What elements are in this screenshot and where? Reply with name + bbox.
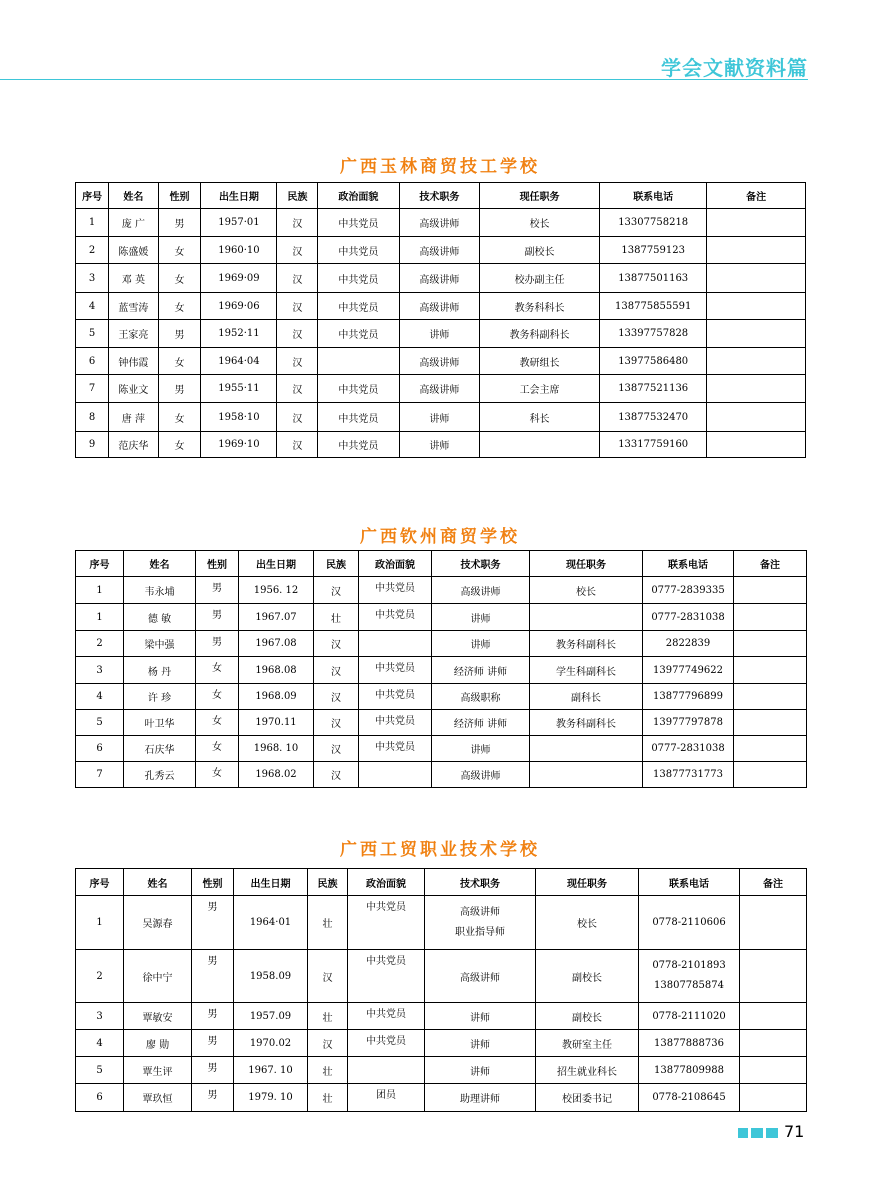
table-cell: 2822839 xyxy=(643,631,734,657)
table-cell: 教研室主任 xyxy=(536,1030,639,1057)
table-cell: 唐 萍 xyxy=(109,403,158,432)
table-cell xyxy=(707,432,806,458)
column-header: 联系电话 xyxy=(639,869,740,896)
table-cell: 6 xyxy=(76,348,109,375)
table-cell: 壮 xyxy=(314,604,359,631)
table-row xyxy=(76,896,807,950)
table-cell: 13307758218 xyxy=(600,209,707,237)
table-cell: 庞 广 xyxy=(109,209,158,237)
table-cell: 1952·11 xyxy=(201,320,277,348)
table-cell: 男 xyxy=(192,1003,234,1030)
table-cell: 13877888736 xyxy=(639,1030,740,1057)
table-cell: 3 xyxy=(76,657,124,684)
table-row xyxy=(76,684,807,710)
table-cell xyxy=(740,896,807,950)
table-cell: 男 xyxy=(158,320,201,348)
table-cell: 1955·11 xyxy=(201,375,277,403)
table-cell: 副校长 xyxy=(480,237,600,264)
table-cell: 壮 xyxy=(308,1057,348,1084)
table-cell-line: 0778-2101893 xyxy=(652,960,726,971)
table-cell: 石庆华 xyxy=(124,736,196,762)
table-cell: 中共党员 xyxy=(318,264,399,293)
table-cell: 高级讲师 xyxy=(432,577,530,604)
table-cell: 女 xyxy=(158,348,201,375)
column-header: 技术职务 xyxy=(425,869,536,896)
table-cell: 6 xyxy=(76,736,124,762)
table-cell: 138775855591 xyxy=(600,293,707,320)
table-cell: 13877532470 xyxy=(600,403,707,432)
table-cell: 7 xyxy=(76,375,109,403)
table-cell: 4 xyxy=(76,1030,124,1057)
table-cell: 副科长 xyxy=(530,684,643,710)
table-cell: 1967. 10 xyxy=(234,1057,308,1084)
table-cell-line: 高级讲师 xyxy=(460,906,500,918)
table-cell: 4 xyxy=(76,293,109,320)
table-cell: 高级讲师 xyxy=(399,237,479,264)
column-header: 民族 xyxy=(308,869,348,896)
table-cell: 讲师 xyxy=(399,432,479,458)
table-cell xyxy=(734,631,807,657)
table-cell xyxy=(707,403,806,432)
table-row xyxy=(76,1084,807,1112)
table-cell: 男 xyxy=(192,1057,234,1084)
table-cell: 7 xyxy=(76,762,124,788)
table-row xyxy=(76,577,807,604)
table-row xyxy=(76,375,806,403)
table-cell-line: 13807785874 xyxy=(654,980,724,991)
table-cell: 中共党员 xyxy=(318,432,399,458)
table-cell: 1967.07 xyxy=(239,604,314,631)
column-header: 现任职务 xyxy=(480,183,600,209)
header-title: 学会文献资料篇 xyxy=(661,56,808,80)
table-cell: 壮 xyxy=(308,1084,348,1112)
table-row xyxy=(76,710,807,736)
table-cell: 壮 xyxy=(308,1003,348,1030)
table-cell: 1968.02 xyxy=(239,762,314,788)
table-cell: 1960·10 xyxy=(201,237,277,264)
table-cell xyxy=(530,762,643,788)
table-cell xyxy=(734,577,807,604)
column-header: 出生日期 xyxy=(234,869,308,896)
table-cell: 1969·06 xyxy=(201,293,277,320)
table-cell: 校长 xyxy=(480,209,600,237)
table-cell xyxy=(734,736,807,762)
table-cell: 招生就业科长 xyxy=(536,1057,639,1084)
table-qinzhou xyxy=(75,550,807,788)
table-cell: 1970.11 xyxy=(239,710,314,736)
table-cell: 孔秀云 xyxy=(124,762,196,788)
table-cell: 副校长 xyxy=(536,1003,639,1030)
table-row xyxy=(76,1057,807,1084)
table-cell xyxy=(734,762,807,788)
table-row xyxy=(76,264,806,293)
table-cell: 0777-2839335 xyxy=(643,577,734,604)
table-cell: 5 xyxy=(76,1057,124,1084)
table-cell xyxy=(734,604,807,631)
table-cell: 6 xyxy=(76,1084,124,1112)
table-cell: 中共党员 xyxy=(359,710,432,736)
table-cell: 覃玖恒 xyxy=(124,1084,192,1112)
table-cell: 1964·04 xyxy=(201,348,277,375)
table-cell: 男 xyxy=(158,375,201,403)
table-row xyxy=(76,432,806,458)
table-cell: 1979. 10 xyxy=(234,1084,308,1112)
table-cell: 覃敏安 xyxy=(124,1003,192,1030)
table-cell: 0778-2111020 xyxy=(639,1003,740,1030)
table-cell: 1957·01 xyxy=(201,209,277,237)
table-cell: 高级讲师 xyxy=(399,348,479,375)
table-cell: 教务科副科长 xyxy=(530,631,643,657)
table-cell: 汉 xyxy=(308,1030,348,1057)
table-cell xyxy=(530,604,643,631)
table-cell: 13877521136 xyxy=(600,375,707,403)
table-cell: 13877501163 xyxy=(600,264,707,293)
table-cell: 男 xyxy=(158,209,201,237)
column-header: 备注 xyxy=(740,869,807,896)
column-header: 政治面貌 xyxy=(348,869,425,896)
table-cell: 中共党员 xyxy=(359,684,432,710)
table-cell: 2 xyxy=(76,237,109,264)
table-cell: 覃生评 xyxy=(124,1057,192,1084)
section-title-qinzhou: 广西钦州商贸学校 xyxy=(360,527,520,547)
table-cell: 汉 xyxy=(277,293,318,320)
table-cell: 女 xyxy=(196,710,239,736)
column-header: 序号 xyxy=(76,551,124,577)
section-title-yulin: 广西玉林商贸技工学校 xyxy=(340,157,540,177)
table-header-row xyxy=(76,183,806,209)
table-cell: 女 xyxy=(158,432,201,458)
table-cell: 讲师 xyxy=(425,1057,536,1084)
section-title-gongmao: 广西工贸职业技术学校 xyxy=(340,840,540,860)
table-gongmao xyxy=(75,868,807,1112)
column-header: 政治面貌 xyxy=(318,183,399,209)
table-cell: 中共党员 xyxy=(318,320,399,348)
table-cell: 汉 xyxy=(277,209,318,237)
table-cell: 讲师 xyxy=(425,1003,536,1030)
table-cell: 范庆华 xyxy=(109,432,158,458)
table-cell: 男 xyxy=(192,950,234,1003)
table-cell xyxy=(639,950,740,1003)
column-header: 性别 xyxy=(192,869,234,896)
table-cell: 讲师 xyxy=(399,320,479,348)
table-cell: 1967.08 xyxy=(239,631,314,657)
table-cell: 1957.09 xyxy=(234,1003,308,1030)
table-cell: 蓝雪涛 xyxy=(109,293,158,320)
column-header: 出生日期 xyxy=(239,551,314,577)
table-yulin xyxy=(75,182,806,458)
table-row xyxy=(76,348,806,375)
table-cell: 学生科副科长 xyxy=(530,657,643,684)
column-header: 姓名 xyxy=(124,869,192,896)
table-cell: 13317759160 xyxy=(600,432,707,458)
column-header: 现任职务 xyxy=(536,869,639,896)
column-header: 民族 xyxy=(277,183,318,209)
table-cell xyxy=(740,1003,807,1030)
table-cell: 1970.02 xyxy=(234,1030,308,1057)
column-header: 民族 xyxy=(314,551,359,577)
table-cell: 1964·01 xyxy=(234,896,308,950)
table-cell: 中共党员 xyxy=(359,657,432,684)
table-cell: 科长 xyxy=(480,403,600,432)
table-cell: 高级讲师 xyxy=(399,209,479,237)
table-cell xyxy=(707,348,806,375)
table-cell: 汉 xyxy=(277,348,318,375)
table-cell: 邓 英 xyxy=(109,264,158,293)
table-cell: 男 xyxy=(192,1030,234,1057)
table-cell: 副校长 xyxy=(536,950,639,1003)
table-cell: 钟伟霞 xyxy=(109,348,158,375)
table-cell: 汉 xyxy=(277,432,318,458)
table-cell: 汉 xyxy=(314,684,359,710)
table-cell: 1 xyxy=(76,604,124,631)
column-header: 姓名 xyxy=(109,183,158,209)
table-cell: 1958·10 xyxy=(201,403,277,432)
table-cell: 杨 丹 xyxy=(124,657,196,684)
table-cell xyxy=(707,375,806,403)
table-row xyxy=(76,736,807,762)
table-cell: 13877731773 xyxy=(643,762,734,788)
table-cell: 高级讲师 xyxy=(425,950,536,1003)
table-cell: 中共党员 xyxy=(318,237,399,264)
table-cell xyxy=(734,684,807,710)
table-cell: 2 xyxy=(76,950,124,1003)
table-cell: 2 xyxy=(76,631,124,657)
table-cell: 校团委书记 xyxy=(536,1084,639,1112)
table-cell: 13977749622 xyxy=(643,657,734,684)
table-cell: 13877809988 xyxy=(639,1057,740,1084)
table-cell xyxy=(530,736,643,762)
table-cell: 汉 xyxy=(277,264,318,293)
table-cell: 中共党员 xyxy=(318,375,399,403)
table-cell xyxy=(348,1057,425,1084)
table-cell: 中共党员 xyxy=(348,1030,425,1057)
table-cell xyxy=(740,950,807,1003)
table-cell: 王家亮 xyxy=(109,320,158,348)
table-cell: 讲师 xyxy=(399,403,479,432)
table-cell: 女 xyxy=(196,736,239,762)
table-cell: 梁中强 xyxy=(124,631,196,657)
table-cell: 男 xyxy=(192,896,234,950)
table-cell: 5 xyxy=(76,320,109,348)
table-cell: 汉 xyxy=(308,950,348,1003)
table-row xyxy=(76,209,806,237)
table-cell xyxy=(707,209,806,237)
table-cell: 3 xyxy=(76,264,109,293)
table-cell: 男 xyxy=(196,631,239,657)
table-row xyxy=(76,1003,807,1030)
table-cell: 陈业文 xyxy=(109,375,158,403)
table-cell xyxy=(707,237,806,264)
column-header: 姓名 xyxy=(124,551,196,577)
table-cell xyxy=(734,657,807,684)
table-cell: 讲师 xyxy=(425,1030,536,1057)
column-header: 序号 xyxy=(76,869,124,896)
table-cell: 女 xyxy=(196,657,239,684)
table-cell: 讲师 xyxy=(432,604,530,631)
table-cell xyxy=(359,762,432,788)
table-header-row xyxy=(76,551,807,577)
table-cell xyxy=(707,320,806,348)
table-cell: 0778-2110606 xyxy=(639,896,740,950)
table-cell: 讲师 xyxy=(432,736,530,762)
table-cell: 3 xyxy=(76,1003,124,1030)
column-header: 备注 xyxy=(707,183,806,209)
table-cell: 汉 xyxy=(314,657,359,684)
column-header: 备注 xyxy=(734,551,807,577)
table-cell: 中共党员 xyxy=(318,293,399,320)
table-cell: 叶卫华 xyxy=(124,710,196,736)
table-row xyxy=(76,657,807,684)
table-cell: 徐中宁 xyxy=(124,950,192,1003)
column-header: 联系电话 xyxy=(600,183,707,209)
table-cell: 教务科副科长 xyxy=(530,710,643,736)
table-cell-line: 职业指导师 xyxy=(455,926,505,938)
table-cell xyxy=(480,432,600,458)
table-cell: 许 珍 xyxy=(124,684,196,710)
table-cell: 校办副主任 xyxy=(480,264,600,293)
table-cell: 女 xyxy=(158,264,201,293)
table-cell: 中共党员 xyxy=(359,604,432,631)
table-cell: 经济师 讲师 xyxy=(432,710,530,736)
table-cell: 吴源春 xyxy=(124,896,192,950)
table-cell: 13977586480 xyxy=(600,348,707,375)
table-cell: 教务科科长 xyxy=(480,293,600,320)
table-cell: 1 xyxy=(76,577,124,604)
table-cell: 助理讲师 xyxy=(425,1084,536,1112)
table-cell: 经济师 讲师 xyxy=(432,657,530,684)
table-cell: 女 xyxy=(158,403,201,432)
table-cell: 教务科副科长 xyxy=(480,320,600,348)
table-cell: 高级讲师 xyxy=(399,293,479,320)
table-cell: 高级讲师 xyxy=(399,375,479,403)
table-cell: 1 xyxy=(76,896,124,950)
table-cell: 1958.09 xyxy=(234,950,308,1003)
table-row xyxy=(76,950,807,1003)
table-row xyxy=(76,403,806,432)
table-cell: 13877796899 xyxy=(643,684,734,710)
table-cell xyxy=(318,348,399,375)
table-cell: 1969·09 xyxy=(201,264,277,293)
table-cell: 汉 xyxy=(314,631,359,657)
table-row xyxy=(76,320,806,348)
table-cell: 校长 xyxy=(536,896,639,950)
column-header: 性别 xyxy=(158,183,201,209)
table-cell: 汉 xyxy=(277,320,318,348)
column-header: 政治面貌 xyxy=(359,551,432,577)
table-cell: 高级职称 xyxy=(432,684,530,710)
table-cell: 1387759123 xyxy=(600,237,707,264)
table-cell: 讲师 xyxy=(432,631,530,657)
table-cell xyxy=(734,710,807,736)
table-row xyxy=(76,237,806,264)
table-cell: 女 xyxy=(196,762,239,788)
table-cell: 中共党员 xyxy=(348,1003,425,1030)
table-cell: 女 xyxy=(158,293,201,320)
table-cell: 中共党员 xyxy=(359,736,432,762)
table-cell: 汉 xyxy=(314,710,359,736)
table-row xyxy=(76,762,807,788)
table-cell: 9 xyxy=(76,432,109,458)
table-cell: 男 xyxy=(196,604,239,631)
table-cell xyxy=(740,1030,807,1057)
table-cell: 1956. 12 xyxy=(239,577,314,604)
column-header: 技术职务 xyxy=(399,183,479,209)
table-cell: 德 敏 xyxy=(124,604,196,631)
table-cell: 5 xyxy=(76,710,124,736)
table-cell: 教研组长 xyxy=(480,348,600,375)
table-cell: 工会主席 xyxy=(480,375,600,403)
table-cell: 陈盛媛 xyxy=(109,237,158,264)
table-row xyxy=(76,1030,807,1057)
table-cell: 高级讲师 xyxy=(432,762,530,788)
table-cell: 男 xyxy=(192,1084,234,1112)
column-header: 现任职务 xyxy=(530,551,643,577)
table-cell: 4 xyxy=(76,684,124,710)
table-cell: 8 xyxy=(76,403,109,432)
table-cell: 13397757828 xyxy=(600,320,707,348)
table-cell: 汉 xyxy=(277,403,318,432)
table-cell: 中共党员 xyxy=(359,577,432,604)
table-header-row xyxy=(76,869,807,896)
table-cell: 汉 xyxy=(277,237,318,264)
table-cell xyxy=(707,293,806,320)
table-cell xyxy=(707,264,806,293)
table-cell: 汉 xyxy=(314,577,359,604)
table-cell xyxy=(359,631,432,657)
table-cell: 团员 xyxy=(348,1084,425,1112)
table-cell: 13977797878 xyxy=(643,710,734,736)
table-cell: 女 xyxy=(158,237,201,264)
column-header: 性别 xyxy=(196,551,239,577)
column-header: 联系电话 xyxy=(643,551,734,577)
table-cell: 中共党员 xyxy=(348,896,425,950)
column-header: 技术职务 xyxy=(432,551,530,577)
table-cell: 0777-2831038 xyxy=(643,604,734,631)
table-cell: 女 xyxy=(196,684,239,710)
page-number: 71 xyxy=(784,1122,805,1141)
table-cell: 高级讲师 xyxy=(399,264,479,293)
table-cell: 汉 xyxy=(314,762,359,788)
table-cell: 男 xyxy=(196,577,239,604)
table-cell: 1969·10 xyxy=(201,432,277,458)
table-row xyxy=(76,631,807,657)
table-row xyxy=(76,293,806,320)
table-cell: 1968. 10 xyxy=(239,736,314,762)
table-cell: 0778-2108645 xyxy=(639,1084,740,1112)
column-header: 序号 xyxy=(76,183,109,209)
table-cell xyxy=(740,1084,807,1112)
table-cell: 1 xyxy=(76,209,109,237)
table-cell: 韦永埔 xyxy=(124,577,196,604)
table-cell: 廖 勋 xyxy=(124,1030,192,1057)
table-cell: 0777-2831038 xyxy=(643,736,734,762)
table-cell: 壮 xyxy=(308,896,348,950)
table-cell: 1968.09 xyxy=(239,684,314,710)
footer-bar xyxy=(738,1128,778,1138)
table-cell: 汉 xyxy=(314,736,359,762)
table-cell xyxy=(740,1057,807,1084)
table-cell: 中共党员 xyxy=(318,209,399,237)
column-header: 出生日期 xyxy=(201,183,277,209)
table-cell: 汉 xyxy=(277,375,318,403)
table-cell: 1968.08 xyxy=(239,657,314,684)
table-cell: 校长 xyxy=(530,577,643,604)
table-cell xyxy=(425,896,536,950)
table-cell: 中共党员 xyxy=(348,950,425,1003)
table-cell: 中共党员 xyxy=(318,403,399,432)
table-row xyxy=(76,604,807,631)
